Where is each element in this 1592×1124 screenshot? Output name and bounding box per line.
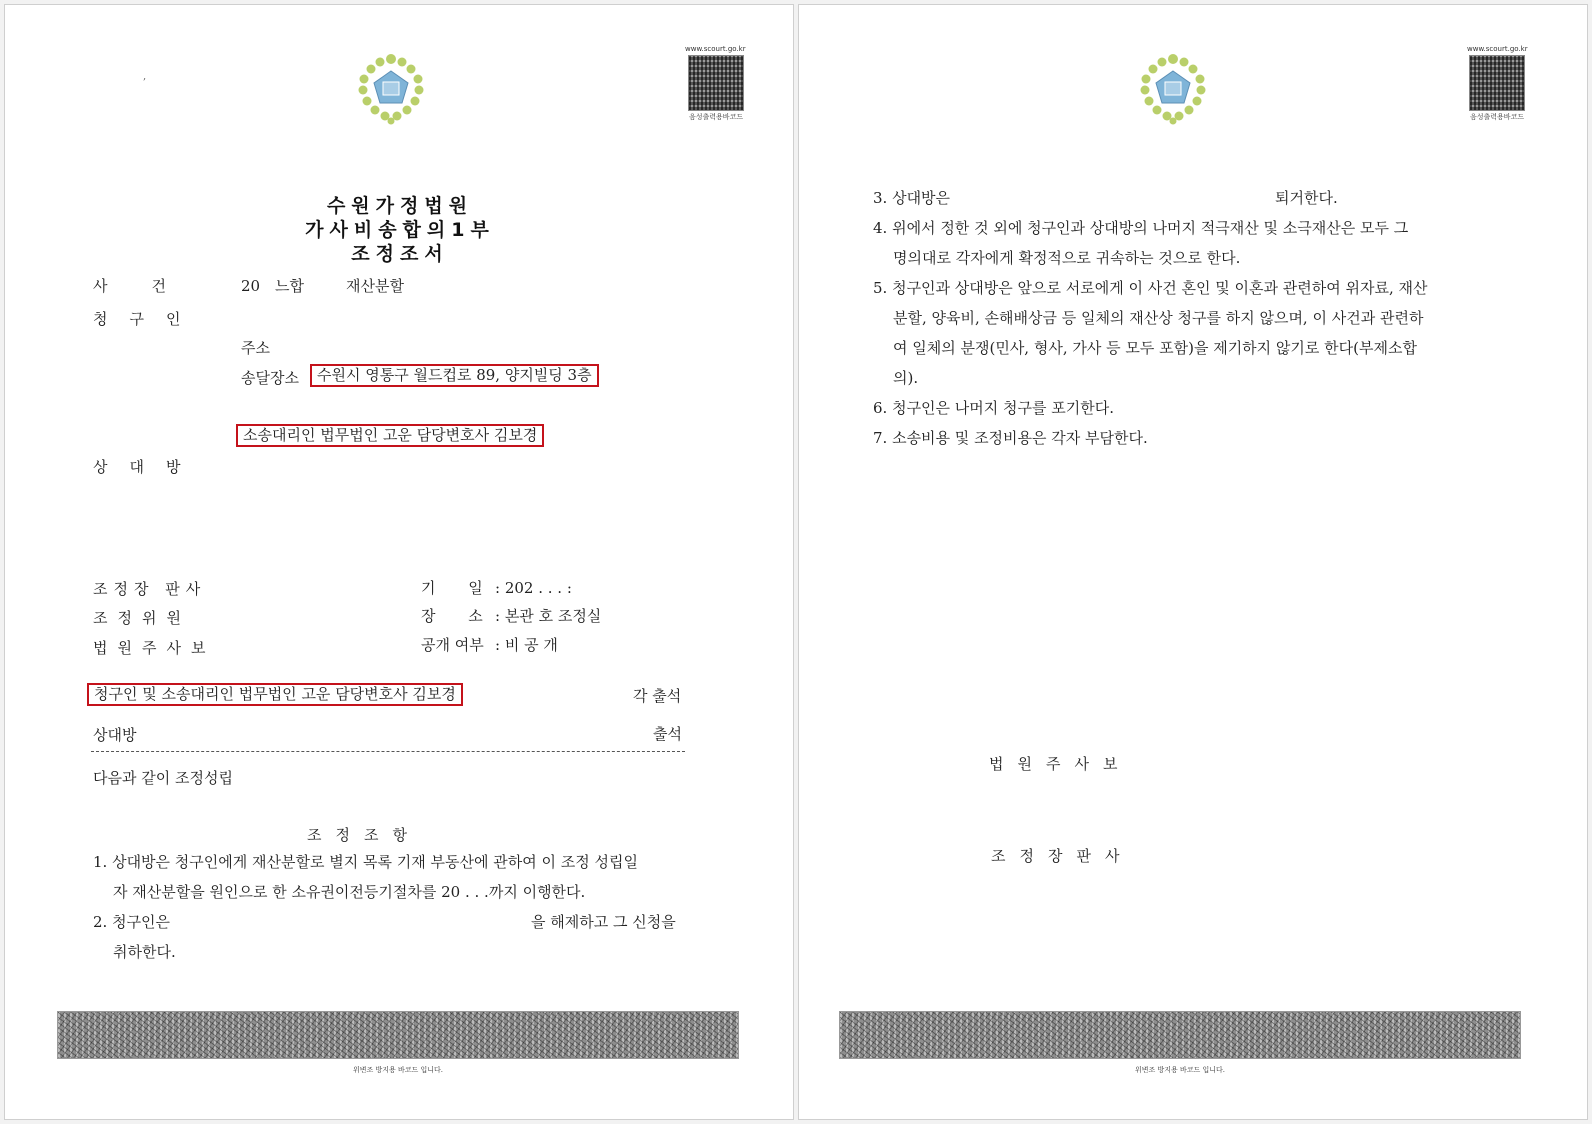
place-label: 장 소	[421, 607, 497, 625]
judge-signature-label: 조정장판사	[991, 847, 1134, 865]
court-emblem-icon	[355, 53, 427, 125]
clause-5-line-4: 의).	[893, 369, 919, 387]
clause-3-end: 퇴거한다.	[1275, 189, 1338, 207]
clerk-signature-label: 법원주사보	[989, 755, 1132, 773]
clause-7: 7. 소송비용 및 조정비용은 각자 부담한다.	[873, 429, 1148, 447]
public-label: 공개 여부	[421, 636, 484, 654]
judge-label: 조정장 판사	[93, 580, 207, 598]
qr-url: www.scourt.go.kr	[1467, 45, 1528, 53]
delivery-label: 송달장소	[241, 369, 299, 387]
address-label: 주소	[241, 339, 270, 357]
claimant-attendance-status: 각 출석	[633, 687, 682, 705]
clause-3-start: 3. 상대방은	[873, 189, 951, 207]
separator-line	[91, 751, 685, 752]
clause-5-line-3: 여 일체의 분쟁(민사, 형사, 가사 등 모두 포함)을 제기하지 않기로 한다(부제소합	[893, 339, 1417, 357]
clause-2-line-1-end: 을 해제하고 그 신청을	[531, 913, 676, 931]
claimant-attendance: 청구인 및 소송대리인 법무법인 고운 담당변호사 김보경	[87, 683, 463, 706]
place-value: : 본관 호 조정실	[495, 607, 602, 625]
division-name: 가사비송합의1부	[305, 219, 495, 241]
document-title: 조정조서	[351, 243, 449, 265]
clause-1-line-2: 자 재산분할을 원인으로 한 소유권이전등기절차를 20 . . .까지 이행한다.	[113, 883, 586, 901]
member-label: 조정위원	[93, 609, 191, 627]
qr-url: www.scourt.go.kr	[685, 45, 746, 53]
clause-2-line-1-start: 2. 청구인은	[93, 913, 171, 931]
case-label: 사건	[93, 277, 210, 295]
qr-caption: 음성출력용바코드	[689, 113, 744, 121]
clause-5-line-1: 5. 청구인과 상대방은 앞으로 서로에게 이 사건 혼인 및 이혼과 관련하여 위자료, 재산	[873, 279, 1428, 297]
court-emblem-icon	[1137, 53, 1209, 125]
court-name: 수원가정법원	[326, 195, 474, 217]
date-label: 기 일	[421, 579, 497, 597]
public-value: : 비 공 개	[495, 636, 558, 654]
clause-5-line-2: 분할, 양육비, 손해배상금 등 일체의 재산상 청구를 하지 않으며, 이 사건과 관련하	[893, 309, 1424, 327]
case-name: 재산분할	[346, 277, 404, 295]
respondent-attendance: 상대방	[93, 726, 137, 744]
security-caption: 위변조 방지용 바코드 입니다.	[352, 1066, 444, 1074]
claimant-agent: 소송대리인 법무법인 고운 담당변호사 김보경	[236, 424, 544, 447]
qr-code	[688, 55, 744, 111]
date-value: : 202 . . . :	[495, 579, 572, 597]
qr-caption: 음성출력용바코드	[1470, 113, 1525, 121]
clerk-label: 법원주사보	[93, 639, 216, 657]
security-caption: 위변조 방지용 바코드 입니다.	[1134, 1066, 1226, 1074]
established-text: 다음과 같이 조정성립	[93, 769, 233, 787]
clause-4-line-1: 4. 위에서 정한 것 외에 청구인과 상대방의 나머지 적극재산 및 소극재산은 모두 그	[873, 219, 1409, 237]
case-type: 느합	[275, 277, 304, 295]
page-left	[4, 4, 794, 1120]
claimant-label: 청구인	[93, 310, 203, 328]
respondent-attendance-status: 출석	[653, 725, 682, 743]
clause-4-line-2: 명의대로 각자에게 확정적으로 귀속하는 것으로 한다.	[893, 249, 1241, 267]
security-barcode	[57, 1011, 739, 1059]
clause-1-line-1: 1. 상대방은 청구인에게 재산분할로 별지 목록 기재 부동산에 관하여 이 조정 성립일	[93, 853, 638, 871]
clause-6: 6. 청구인은 나머지 청구를 포기한다.	[873, 399, 1115, 417]
security-barcode	[839, 1011, 1521, 1059]
respondent-label: 상대방	[93, 458, 203, 476]
stray-mark: ,	[143, 71, 147, 82]
case-year: 20	[241, 277, 261, 295]
qr-code	[1469, 55, 1525, 111]
terms-title: 조정조항	[307, 826, 421, 844]
clause-2-line-2: 취하한다.	[113, 943, 176, 961]
delivery-address: 수원시 영통구 월드컵로 89, 양지빌딩 3층	[310, 364, 599, 387]
page-right	[798, 4, 1588, 1120]
